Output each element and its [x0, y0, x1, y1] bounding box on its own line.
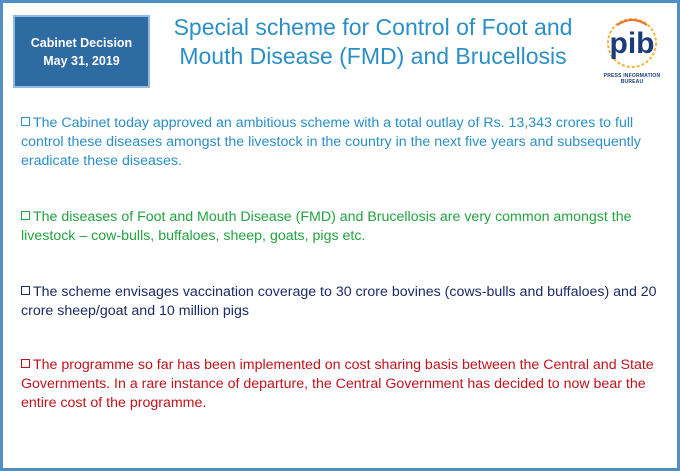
badge-title: Cabinet Decision — [30, 35, 133, 50]
slide-title: Special scheme for Control of Foot and Mouth Disease (FMD) and Brucellosis — [173, 14, 573, 69]
pib-logo — [595, 17, 669, 87]
pib-logo-icon — [595, 17, 669, 75]
bullet-outlay — [21, 114, 666, 171]
badge-date: May 31, 2019 — [43, 53, 120, 68]
pib-wordmark: pib — [609, 27, 655, 60]
checkbox-bullet-icon — [21, 117, 30, 126]
bullet-diseases — [21, 208, 666, 246]
bullet-text: The Cabinet today approved an ambitious scheme with a total outlay of Rs. 13,343 crores to full control these diseases amongst the livestock in the country in the next five years and subsequently eradicate these diseases. — [21, 115, 641, 169]
checkbox-bullet-icon — [21, 211, 30, 220]
bullet-vaccination — [21, 283, 666, 321]
bullet-text: The programme so far has been implemented on cost sharing basis between the Central and State Governments. In a rare instance of departure, the Central Government has decided to now bear the entire cost of the programme. — [21, 357, 654, 411]
bullet-cost-sharing — [21, 356, 666, 413]
cabinet-decision-badge — [13, 15, 150, 88]
logo-caption: PRESS INFORMATION BUREAU — [603, 73, 661, 85]
bullet-text: The scheme envisages vaccination coverage to 30 crore bovines (cows-bulls and buffaloes) and 20 crore sheep/goat and 10 million pigs — [21, 284, 657, 319]
slide — [3, 3, 677, 468]
checkbox-bullet-icon — [21, 286, 30, 295]
bullet-text: The diseases of Foot and Mouth Disease (FMD) and Brucellosis are very common amongst the livestock – cow-bulls, buffaloes, sheep, goats, pigs etc. — [21, 209, 632, 244]
checkbox-bullet-icon — [21, 359, 30, 368]
